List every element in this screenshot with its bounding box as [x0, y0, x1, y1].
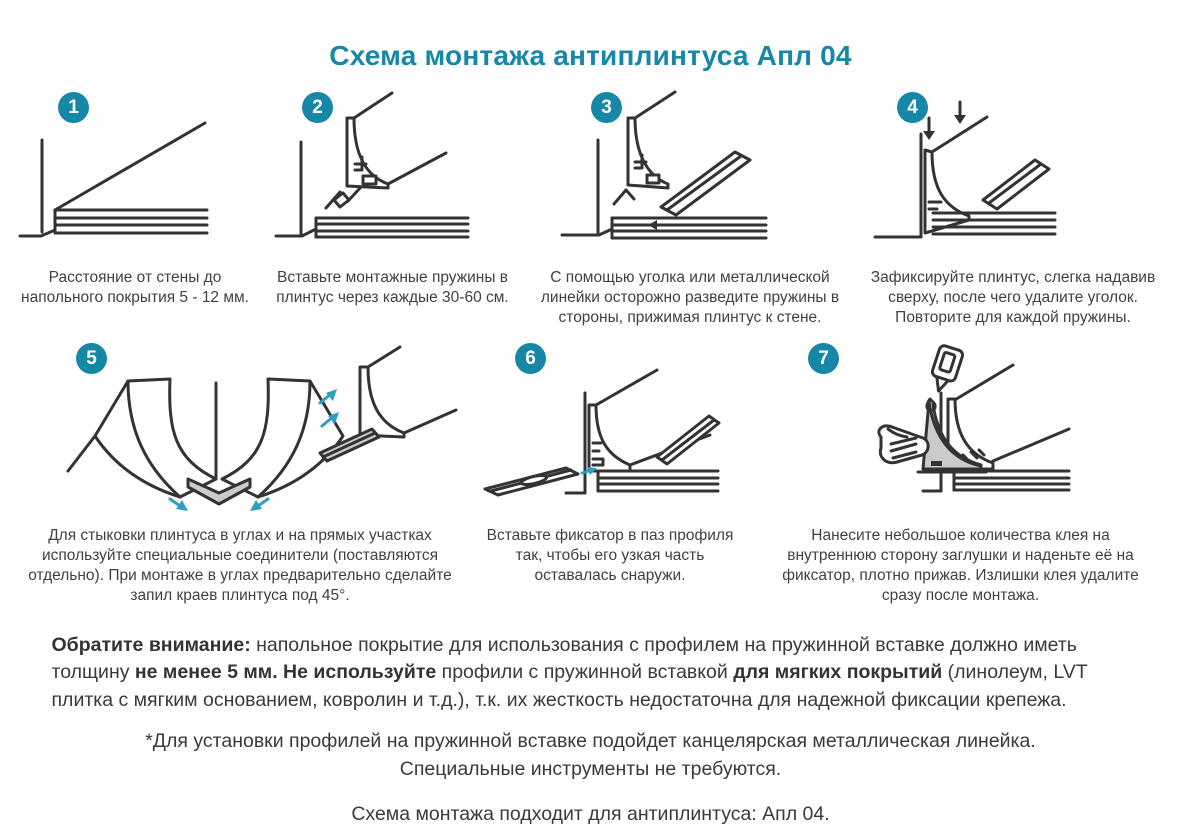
hand-icon [878, 426, 927, 463]
step-1-illustration wall-floor-gap-drawing [15, 90, 255, 258]
step-3 [525, 86, 855, 327]
metal-ruler-icon [983, 160, 1049, 209]
step-number-badge: 4 [897, 92, 928, 123]
perspective-line [354, 93, 392, 118]
step-caption: С помощью уголка или металлической линейки осторожно разведите пружины в стороны, прижимая плинтус к стене. [540, 269, 840, 326]
right-profile-section [360, 367, 404, 437]
step-1 [10, 86, 260, 327]
fixator-wedge-icon [485, 468, 578, 495]
metal-ruler-icon [661, 152, 750, 215]
step-number-badge: 6 [515, 343, 546, 374]
step-number-badge: 1 [58, 92, 89, 123]
insert-arrow-icon [170, 499, 188, 511]
left-profile-sheet [95, 379, 216, 497]
footnote-line-1: *Для установки профилей на пружинной вставке подойдет канцелярская металлическая линейка. [145, 729, 1036, 752]
step-number-badge: 7 [808, 343, 839, 374]
floor-covering-planks [954, 471, 1069, 490]
step-caption: Вставьте монтажные пружины в плинтус через каждые 30-60 см. [276, 269, 509, 306]
attention-note [52, 632, 1130, 715]
steps-row-1 [0, 86, 1181, 327]
attention-note-text: напольное покрытие для использования с профилем на пружинной вставке должно иметь толщину [51, 633, 1077, 684]
step-caption: Нанесите небольшое количества клея на внутреннюю сторону заглушки и наденьте её на фиксатор, плотно прижав. Излишки клея удалите сразу после монтажа. [782, 527, 1139, 604]
step-7-illustration glue-end-cap-drawing [811, 341, 1111, 516]
page-title: Схема монтажа антиплинтуса Апл 04 [329, 40, 852, 71]
glue-bottle-icon [927, 345, 964, 395]
attention-note-text: профили с пружинной вставкой [436, 661, 734, 684]
steps-row-2 [0, 337, 1181, 605]
step-7 [760, 337, 1161, 605]
step-caption: Для стыковки плинтуса в углах и на прямых участках используйте специальные соединители (поставляются отдельно). При монтаже в углах предварительно сделайте запил краев плинтуса под 45°. [28, 527, 452, 604]
step-caption: Вставьте фиксатор в паз профиля так, чтобы его узкая часть оставалась снаружи. [486, 527, 734, 585]
press-down-arrow-icon [923, 118, 935, 140]
step-number-badge: 5 [76, 343, 107, 374]
right-profile-sheet [222, 379, 343, 497]
floor-line [20, 230, 55, 236]
compatibility-line: Схема монтажа подходит для антиплинтуса: Апл 04. [351, 803, 830, 826]
perspective-line [68, 436, 95, 471]
corner-connector-icon [188, 479, 250, 504]
perspective-line [388, 153, 446, 184]
footnote [0, 728, 1181, 783]
floor-line [562, 229, 612, 235]
floor-covering-planks [316, 218, 468, 237]
attention-note-bold: Обратите внимание: [51, 633, 251, 656]
step-number-badge: 3 [591, 92, 622, 123]
perspective-line [596, 370, 657, 405]
metal-ruler-icon [657, 416, 719, 464]
attention-note-text: (линолеум, LVT плитка с мягким основанием, ковролин и т.д.), т.к. их жесткость недостаточна для надежной фиксации крепежа. [51, 661, 1088, 712]
insert-arrow-icon [320, 389, 337, 403]
floor-covering-planks [612, 218, 766, 238]
perspective-line [953, 365, 1013, 401]
step-caption: Зафиксируйте плинтус, слегка надавив сверху, после чего удалите уголок. Повторите для каждой пружины. [870, 269, 1156, 326]
perspective-line [635, 92, 675, 118]
step-6-illustration fixator-insert-drawing [470, 341, 750, 516]
attention-note-bold: для мягких покрытий [733, 661, 943, 684]
footnote-line-2: Специальные инструменты не требуются. [399, 757, 782, 780]
perspective-line [55, 123, 205, 210]
attention-note-bold: не менее 5 мм. Не используйте [134, 661, 437, 684]
press-down-arrow-icon [954, 102, 966, 124]
step-5 [20, 337, 460, 605]
perspective-line [993, 429, 1069, 461]
perspective-line [368, 347, 400, 367]
skirting-profile-section [589, 405, 630, 471]
step-2 [260, 86, 525, 327]
step-6 [460, 337, 760, 605]
perspective-line [404, 410, 456, 433]
push-left-arrow-icon [648, 220, 666, 230]
floor-covering-planks [55, 210, 207, 233]
step-caption: Расстояние от стены до напольного покрытия 5 - 12 мм. [21, 269, 249, 306]
step-number-badge: 2 [302, 92, 333, 123]
insert-arrow-icon [250, 499, 268, 511]
floor-line [276, 229, 316, 236]
floor-covering-planks [598, 471, 718, 491]
step-4 [855, 86, 1171, 327]
